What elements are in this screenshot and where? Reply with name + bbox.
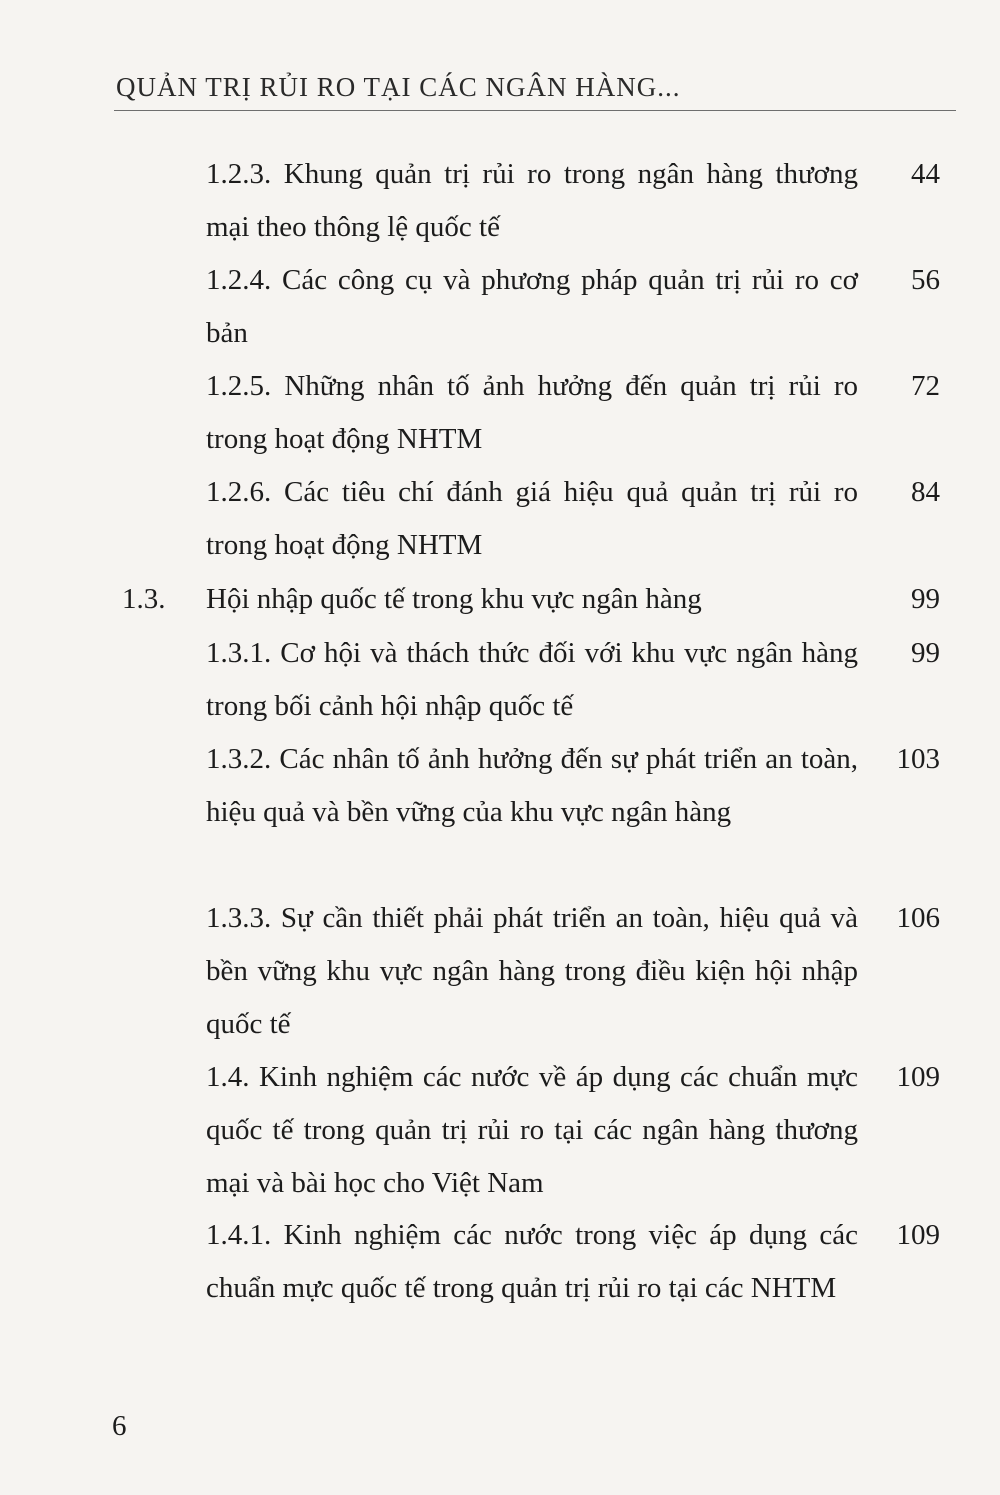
running-header: QUẢN TRỊ RỦI RO TẠI CÁC NGÂN HÀNG... <box>116 72 681 102</box>
toc-entry-page: 84 <box>911 476 940 508</box>
toc-entry-title: 1.4.1. Kinh nghiệm các nước trong việc áp dụng các chuẩn mực quốc tế trong quản trị rủi ro tại các NHTM <box>206 1219 858 1304</box>
toc-entry-page: 103 <box>896 743 940 775</box>
toc-entry-number: 1.3. <box>122 583 166 615</box>
toc-entry-page: 99 <box>911 637 940 669</box>
toc-entry-title: Hội nhập quốc tế trong khu vực ngân hàng <box>206 583 702 615</box>
toc-entry-title: 1.2.4. Các công cụ và phương pháp quản trị rủi ro cơ bản <box>206 264 858 349</box>
toc-entry-title: 1.4. Kinh nghiệm các nước về áp dụng các chuẩn mực quốc tế trong quản trị rủi ro tại các ngân hàng thương mại và bài học cho Việt Nam <box>206 1061 858 1199</box>
toc-entry-title: 1.3.3. Sự cần thiết phải phát triển an toàn, hiệu quả và bền vững khu vực ngân hàng trong điều kiện hội nhập quốc tế <box>206 902 858 1040</box>
toc-entry-page: 109 <box>896 1061 940 1093</box>
toc-entry-page: 72 <box>911 370 940 402</box>
toc-entry-page: 56 <box>911 264 940 296</box>
toc-entry-title: 1.2.5. Những nhân tố ảnh hưởng đến quản trị rủi ro trong hoạt động NHTM <box>206 370 858 455</box>
toc-entry-page: 109 <box>896 1219 940 1251</box>
page-number: 6 <box>112 1410 127 1442</box>
toc-entry-title: 1.2.3. Khung quản trị rủi ro trong ngân hàng thương mại theo thông lệ quốc tế <box>206 158 858 243</box>
toc-entry-title: 1.3.1. Cơ hội và thách thức đối với khu vực ngân hàng trong bối cảnh hội nhập quốc tế <box>206 637 858 722</box>
toc-entry-title: 1.3.2. Các nhân tố ảnh hưởng đến sự phát triển an toàn, hiệu quả và bền vững của khu vực ngân hàng <box>206 743 858 828</box>
toc-entry-page: 44 <box>911 158 940 190</box>
toc-entry-title: 1.2.6. Các tiêu chí đánh giá hiệu quả quản trị rủi ro trong hoạt động NHTM <box>206 476 858 561</box>
toc-entry-page: 99 <box>911 583 940 615</box>
toc-entry-page: 106 <box>896 902 940 934</box>
